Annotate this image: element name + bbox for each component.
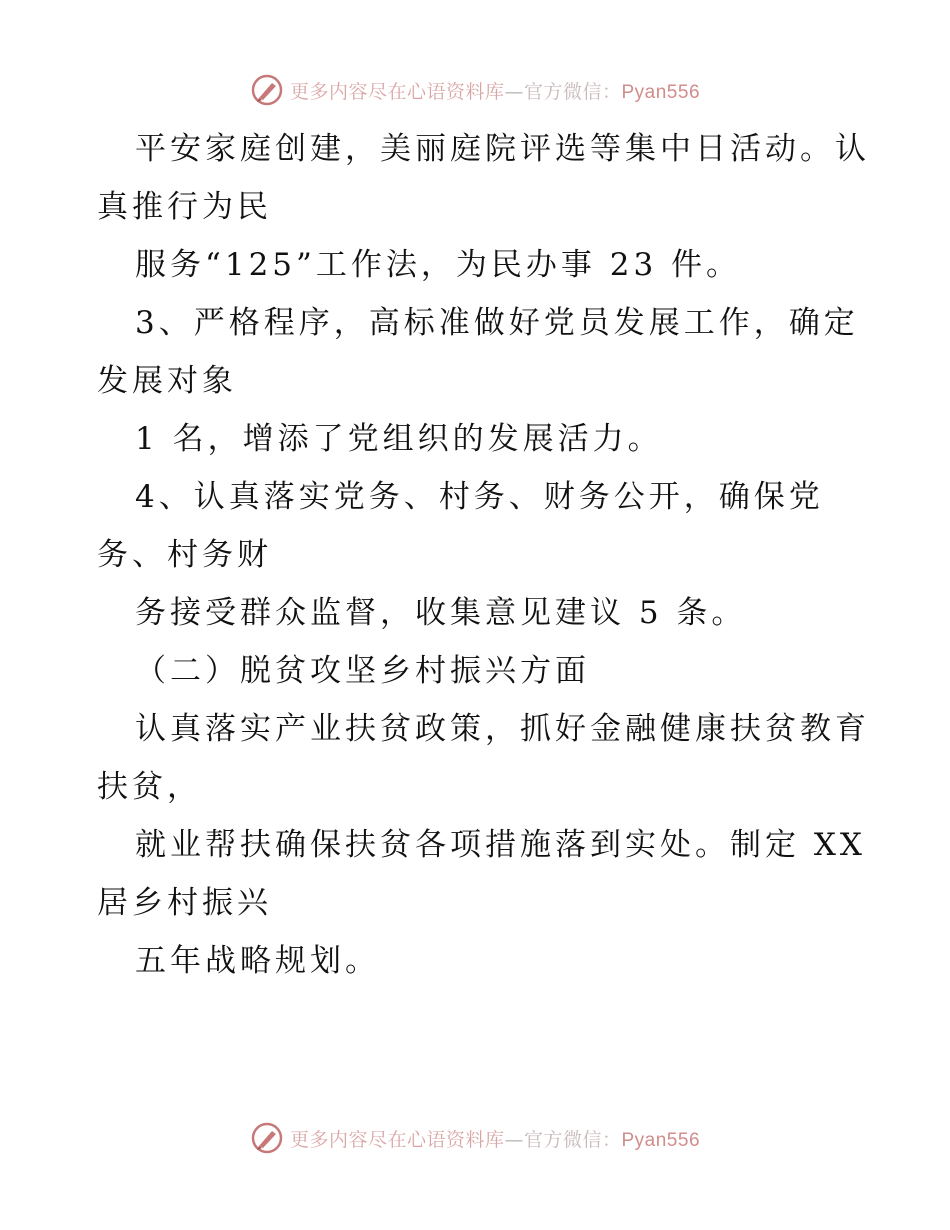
- document-line: 1 名，增添了党组织的发展活力。: [135, 421, 663, 457]
- watermark-wechat-id: Pyan556: [621, 81, 701, 103]
- document-line: 务接受群众监督，收集意见建议 5 条。: [135, 595, 747, 631]
- document-line: 认真落实产业扶贫政策，抓好金融健康扶贫教育: [135, 711, 870, 747]
- watermark-site-text: 更多内容尽在心语资料库: [289, 1128, 505, 1151]
- watermark-dash: —: [504, 1128, 524, 1151]
- watermark-wechat-label: 官方微信：: [523, 80, 622, 103]
- watermark-site-text: 更多内容尽在心语资料库: [289, 80, 505, 103]
- watermark-text: [290, 1125, 700, 1152]
- document-line: 真推行为民: [97, 189, 272, 225]
- document-line: 4、认真落实党务、村务、财务公开，确保党: [135, 479, 824, 515]
- watermark-text: [290, 77, 700, 104]
- watermark-dash: —: [504, 80, 524, 103]
- header-watermark: [0, 72, 950, 108]
- footer-watermark: [0, 1120, 950, 1156]
- watermark-wechat-label: 官方微信：: [523, 1128, 622, 1151]
- pen-logo-icon: [250, 73, 284, 107]
- document-line: 务、村务财: [97, 537, 272, 573]
- document-line: 发展对象: [97, 363, 237, 399]
- pen-logo-icon: [250, 1121, 284, 1155]
- document-line: 居乡村振兴: [97, 885, 272, 921]
- document-line: 平安家庭创建，美丽庭院评选等集中日活动。认: [135, 131, 870, 167]
- document-line: 扶贫，: [97, 769, 202, 805]
- document-line: 五年战略规划。: [135, 943, 380, 979]
- document-line: 3、严格程序，高标准做好党员发展工作，确定: [135, 305, 859, 341]
- watermark-wechat-id: Pyan556: [621, 1129, 701, 1151]
- document-line: （二）脱贫攻坚乡村振兴方面: [135, 653, 590, 689]
- document-body: [97, 120, 870, 990]
- document-line: 就业帮扶确保扶贫各项措施落到实处。制定 XX: [135, 827, 866, 863]
- document-line: 服务“125”工作法，为民办事 23 件。: [135, 247, 742, 283]
